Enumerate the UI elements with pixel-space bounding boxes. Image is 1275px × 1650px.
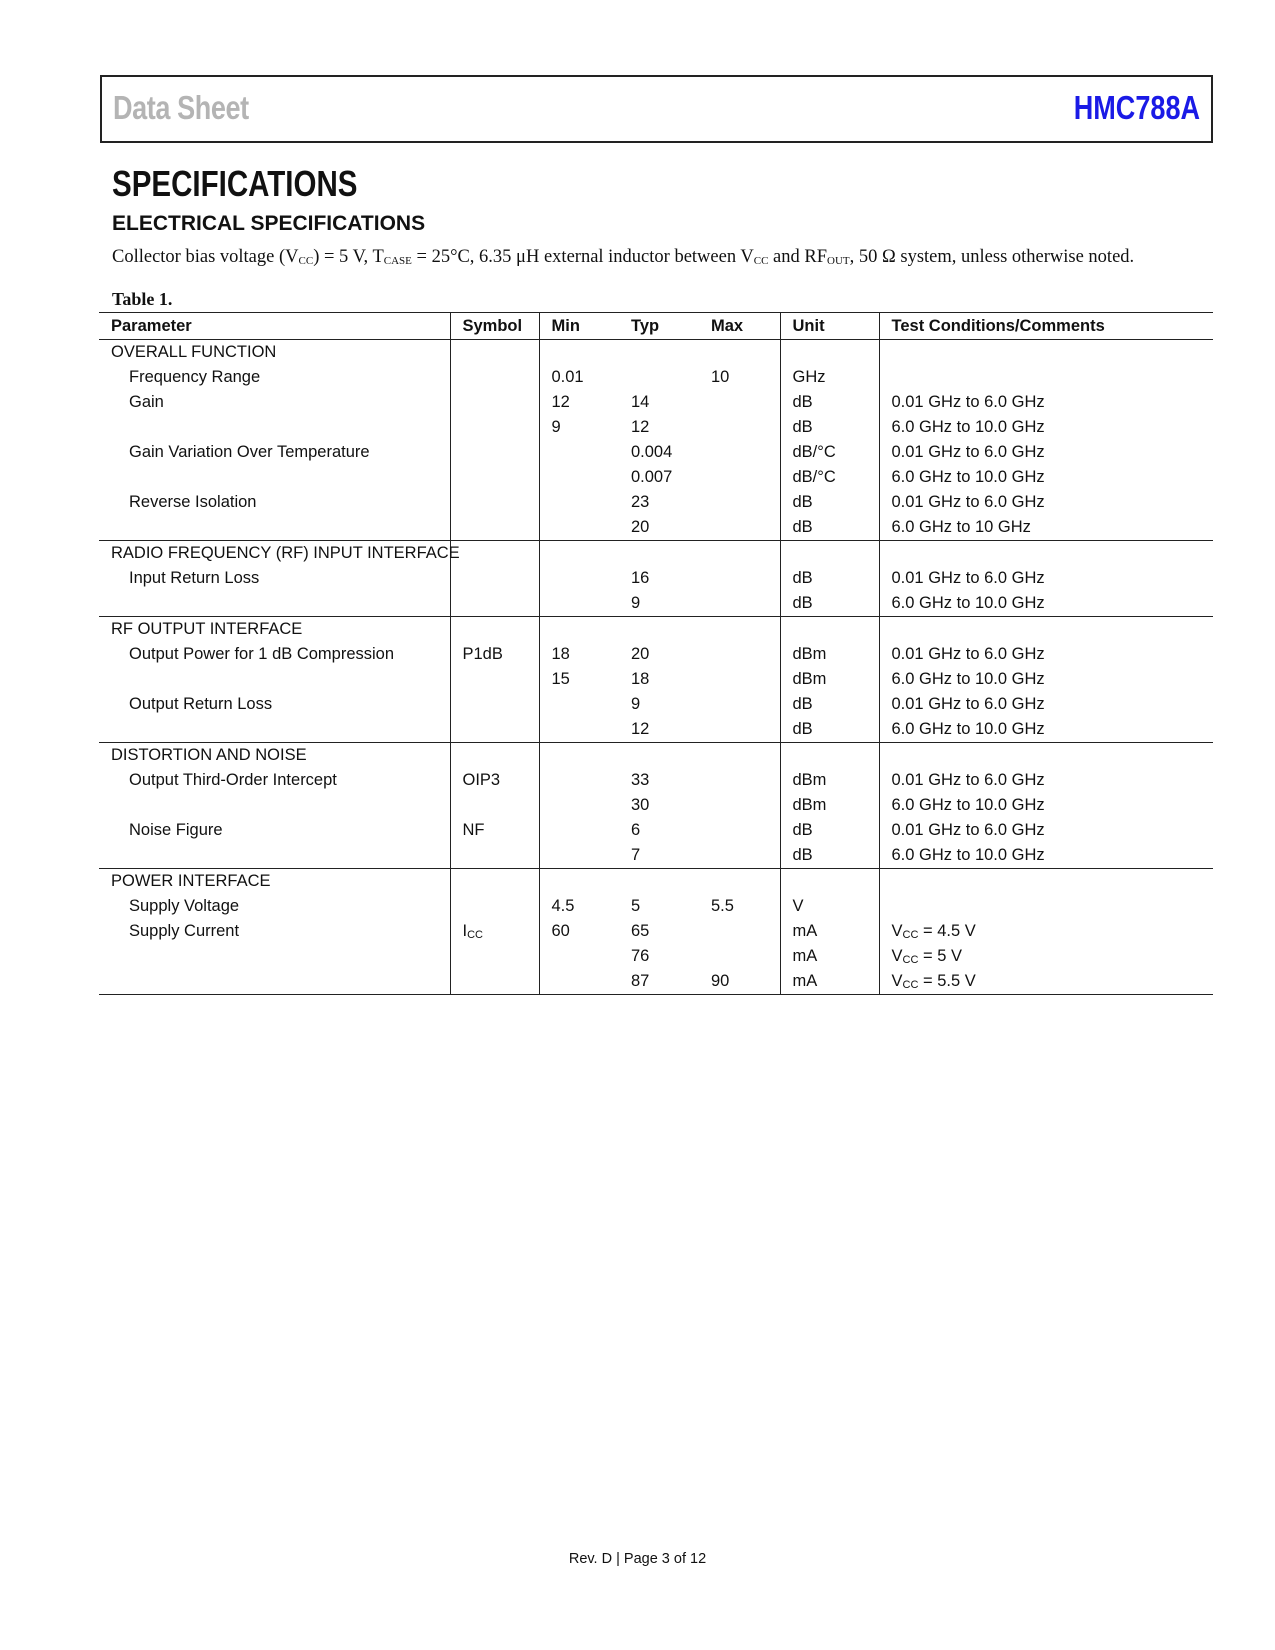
min-value: 18: [551, 645, 570, 663]
comment-value: 0.01 GHz to 6.0 GHz: [891, 569, 1045, 587]
comment-value: 0.01 GHz to 6.0 GHz: [891, 393, 1045, 411]
typ-value: 20: [619, 515, 699, 541]
comment-value: 0.01 GHz to 6.0 GHz: [891, 645, 1045, 663]
param-label: Noise Figure: [99, 818, 450, 843]
param-label: Gain Variation Over Temperature: [99, 440, 450, 465]
table-row: [99, 566, 1213, 591]
header-doc-type: Data Sheet: [113, 89, 249, 126]
header-max: Max: [699, 313, 780, 340]
header-parameter: Parameter: [99, 313, 450, 340]
comment-value: $V_{CC} = 5.5$ V: [879, 969, 1213, 995]
comment-value: 6.0 GHz to 10 GHz: [879, 515, 1213, 541]
comment-value: $V_{CC} = 5$ V: [891, 947, 962, 966]
table-row: [99, 667, 1213, 692]
min-value: 15: [551, 670, 570, 688]
min-value: 4.5: [551, 897, 575, 915]
group-row: [99, 869, 1213, 895]
comment-value: 0.01 GHz to 6.0 GHz: [891, 821, 1045, 839]
typ-value: 18: [631, 670, 650, 688]
table-row: [99, 818, 1213, 843]
comment-value: 6.0 GHz to 10.0 GHz: [891, 670, 1045, 688]
table-row: [99, 390, 1213, 415]
comment-value: 6.0 GHz to 10.0 GHz: [891, 418, 1045, 436]
min-value: 9: [551, 418, 561, 436]
specifications-table: [99, 312, 1213, 995]
typ-value: 23: [631, 493, 650, 511]
param-label: Gain: [99, 390, 450, 415]
comment-value: 6.0 GHz to 10.0 GHz: [879, 843, 1213, 869]
header-min: Min: [539, 313, 619, 340]
comment-value: 0.01 GHz to 6.0 GHz: [891, 771, 1045, 789]
table-row: [99, 894, 1213, 919]
table-row: [99, 919, 1213, 944]
comment-value: 6.0 GHz to 10.0 GHz: [879, 591, 1213, 617]
page-header: [100, 75, 1213, 143]
table-row: [99, 365, 1213, 390]
unit-value: dB: [780, 490, 879, 515]
unit-value: GHz: [780, 365, 879, 390]
comment-value: 0.01 GHz to 6.0 GHz: [891, 695, 1045, 713]
unit-value: dB: [780, 390, 879, 415]
min-value: 60: [551, 922, 570, 940]
typ-value: 65: [631, 922, 650, 940]
typ-value: 20: [631, 645, 650, 663]
unit-value: dBm: [780, 667, 879, 692]
table-header-row: [99, 313, 1213, 340]
typ-value: 14: [631, 393, 650, 411]
typ-value: 6: [631, 821, 641, 839]
table-row: [99, 969, 1213, 995]
header-symbol: Symbol: [450, 313, 539, 340]
typ-value: 5: [631, 897, 641, 915]
typ-value: 33: [631, 771, 650, 789]
symbol-value: $I_{CC}$: [450, 919, 539, 944]
unit-value: dBm: [780, 642, 879, 667]
unit-value: dB: [780, 818, 879, 843]
typ-value: 16: [631, 569, 650, 587]
unit-value: dB: [780, 591, 879, 617]
max-value: 10: [699, 365, 780, 390]
param-label: Frequency Range: [99, 365, 450, 390]
unit-value: mA: [780, 944, 879, 969]
unit-value: dB: [780, 515, 879, 541]
typ-value: 12: [619, 717, 699, 743]
unit-value: dB: [780, 566, 879, 591]
page-footer: Rev. D | Page 3 of 12: [568, 1551, 707, 1567]
group-label: POWER INTERFACE: [99, 869, 450, 895]
unit-value: dB: [780, 843, 879, 869]
param-label: Output Return Loss: [99, 692, 450, 717]
unit-value: mA: [780, 919, 879, 944]
group-row: [99, 617, 1213, 643]
typ-value: 87: [619, 969, 699, 995]
unit-value: dBm: [780, 793, 879, 818]
typ-value: 30: [631, 796, 650, 814]
symbol-value: OIP3: [450, 768, 539, 793]
unit-value: dB: [780, 717, 879, 743]
comment-value: $V_{CC} = 4.5$ V: [891, 922, 976, 941]
group-label: OVERALL FUNCTION: [99, 340, 450, 366]
typ-value: 76: [631, 947, 650, 965]
table-row: [99, 944, 1213, 969]
table-row: [99, 440, 1213, 465]
comment-value: 6.0 GHz to 10.0 GHz: [879, 717, 1213, 743]
param-label: Reverse Isolation: [99, 490, 450, 515]
typ-value: 7: [619, 843, 699, 869]
comment-value: 6.0 GHz to 10.0 GHz: [891, 468, 1045, 486]
table-caption: Table 1.: [112, 289, 173, 309]
param-label: Supply Current: [99, 919, 450, 944]
table-row: [99, 843, 1213, 869]
group-label: DISTORTION AND NOISE: [99, 743, 450, 769]
group-row: [99, 743, 1213, 769]
comment-value: 6.0 GHz to 10.0 GHz: [891, 796, 1045, 814]
table-row: [99, 642, 1213, 667]
table-row: [99, 465, 1213, 490]
header-part-number: HMC788A: [1073, 89, 1200, 126]
max-value: 5.5: [699, 894, 780, 919]
subsection-title: ELECTRICAL SPECIFICATIONS: [112, 212, 426, 235]
typ-value: 12: [631, 418, 650, 436]
table-row: [99, 415, 1213, 440]
max-value: 90: [699, 969, 780, 995]
typ-value: 9: [619, 591, 699, 617]
unit-value: dB: [780, 692, 879, 717]
unit-value: dB: [780, 415, 879, 440]
symbol-value: P1dB: [450, 642, 539, 667]
typ-value: 0.007: [631, 468, 673, 486]
table-row: [99, 692, 1213, 717]
param-label: Output Power for 1 dB Compression: [99, 642, 450, 667]
param-label: Output Third-Order Intercept: [99, 768, 450, 793]
unit-value: V: [780, 894, 879, 919]
unit-value: dBm: [780, 768, 879, 793]
table-row: [99, 793, 1213, 818]
unit-value: dB/°C: [780, 440, 879, 465]
min-value: 12: [551, 393, 570, 411]
group-label: RADIO FREQUENCY (RF) INPUT INTERFACE: [99, 541, 450, 567]
param-label: Input Return Loss: [99, 566, 450, 591]
symbol-value: NF: [450, 818, 539, 843]
table-row: [99, 717, 1213, 743]
unit-value: mA: [780, 969, 879, 995]
group-label: RF OUTPUT INTERFACE: [99, 617, 450, 643]
intro-paragraph: Collector bias voltage $(V_{CC}) = 5$ V, $T_{CASE} = 25^\circ C$, 6.35 μH external inductor between $V_{CC}$ and $RF_{OUT}$, 50 Ω system, unless otherwise noted.: [112, 247, 1135, 267]
table-row: [99, 591, 1213, 617]
unit-value: dB/°C: [780, 465, 879, 490]
typ-value: 0.004: [631, 443, 673, 461]
typ-value: 9: [631, 695, 641, 713]
table-row: [99, 515, 1213, 541]
section-title: SPECIFICATIONS: [112, 163, 358, 204]
header-typ: Typ: [619, 313, 699, 340]
table-row: [99, 768, 1213, 793]
comment-value: 0.01 GHz to 6.0 GHz: [891, 493, 1045, 511]
group-row: [99, 340, 1213, 366]
header-unit: Unit: [780, 313, 879, 340]
param-label: Supply Voltage: [99, 894, 450, 919]
min-value: 0.01: [551, 368, 584, 386]
table-row: [99, 490, 1213, 515]
header-comments: Test Conditions/Comments: [879, 313, 1213, 340]
group-row: [99, 541, 1213, 567]
comment-value: 0.01 GHz to 6.0 GHz: [891, 443, 1045, 461]
